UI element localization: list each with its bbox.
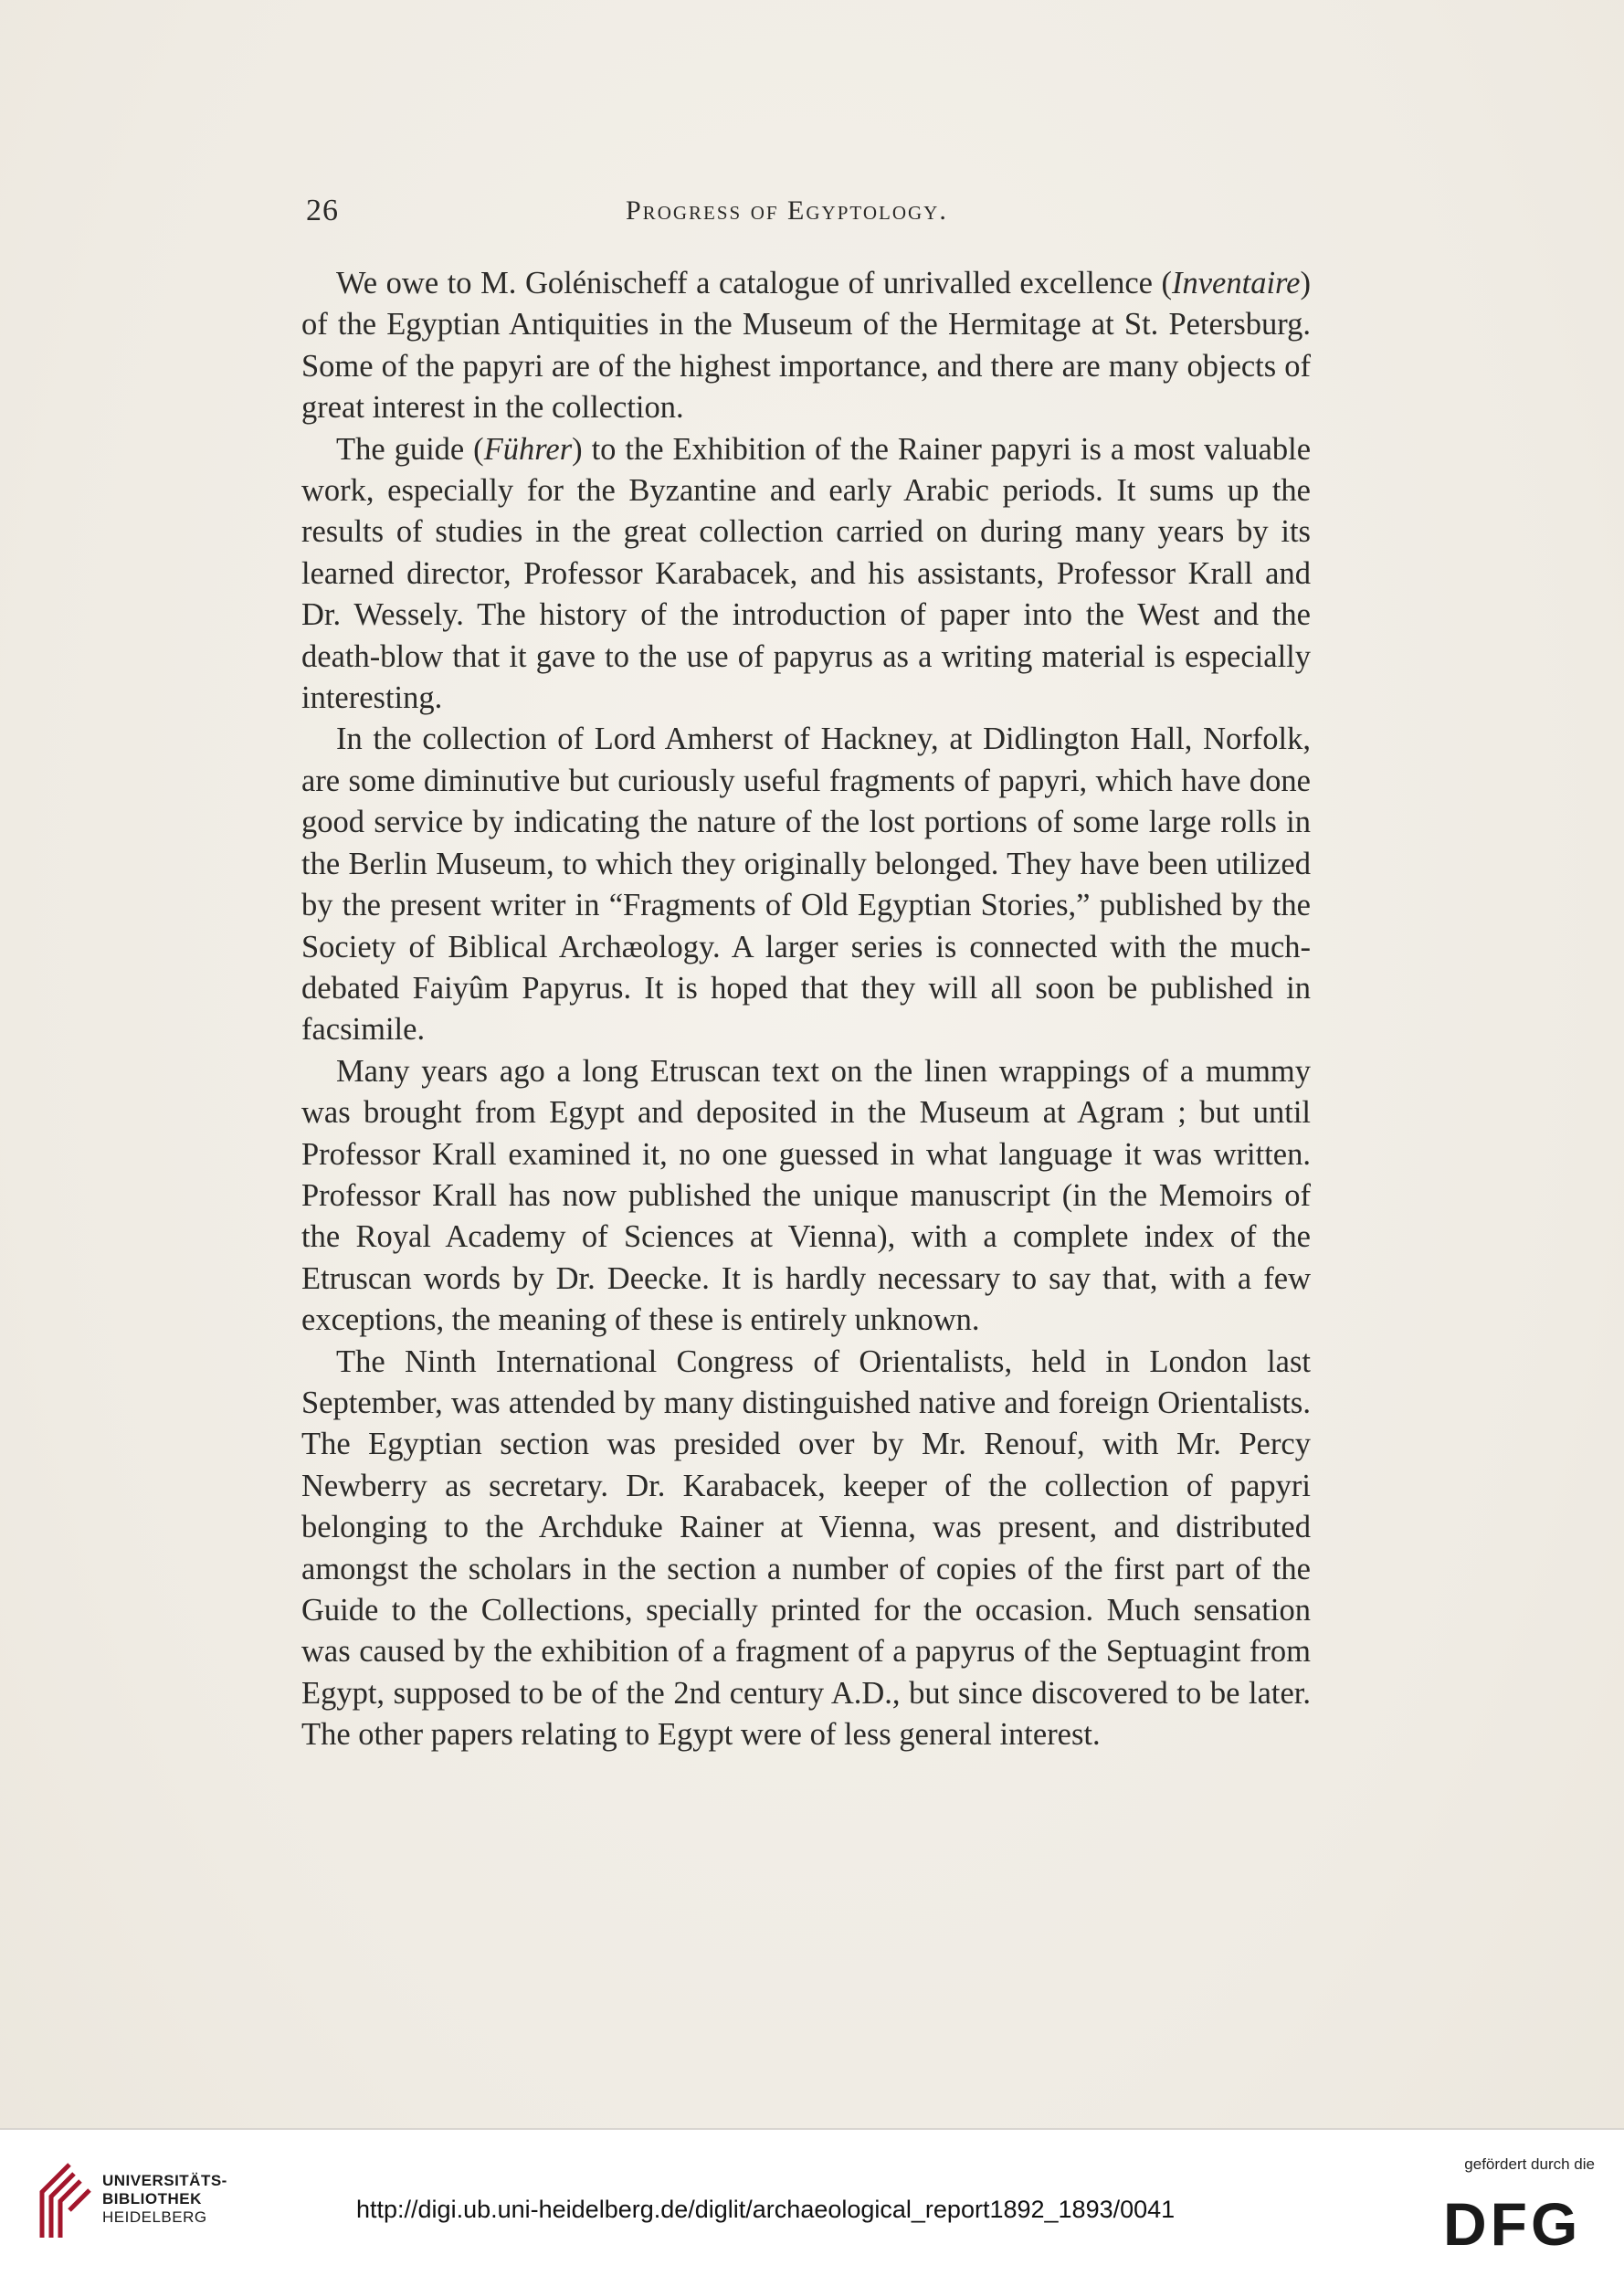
text-run: ) of the Egyptian Antiquities in the Museum of the Hermitage at St. Petersburg. Some of the papyri are of the highest importance, and there are many objects of great interest in the collection. bbox=[301, 266, 1311, 426]
library-name bbox=[102, 2172, 227, 2227]
paragraph-etruscan-text bbox=[301, 1051, 1311, 1342]
funded-by-label: gefördert durch die bbox=[1464, 2155, 1595, 2173]
library-name-line: UNIVERSITÄTS- bbox=[102, 2172, 227, 2189]
page-header bbox=[306, 194, 1311, 239]
paragraph-orientalists-congress bbox=[301, 1342, 1311, 1756]
permalink-url[interactable]: http://digi.ub.uni-heidelberg.de/diglit/archaeological_report1892_1893/0041 bbox=[356, 2196, 1176, 2223]
dfg-logo-icon bbox=[1443, 2194, 1598, 2250]
library-name-line: BIBLIOTHEK bbox=[102, 2190, 202, 2208]
page-number: 26 bbox=[306, 194, 339, 227]
text-run: The guide ( bbox=[336, 431, 484, 467]
paragraph-amherst-collection bbox=[301, 719, 1311, 1050]
paragraph-rainer-guide bbox=[301, 429, 1311, 720]
svg-text:DFG: DFG bbox=[1443, 2194, 1582, 2250]
digitization-footer bbox=[0, 2128, 1624, 2276]
text-run: Many years ago a long Etruscan text on the linen wrappings of a mummy was brought from Egypt and deposited in the Museum at Agram ; but until Professor Krall examined it, no one guessed in what language it was written. Professor Krall has now published the unique manuscript (in the Memoirs of the Royal Academy of Sciences at Vienna), with a complete index of the Etruscan words by Dr. Deecke. It is hardly necessary to say that, with a few exceptions, the meaning of these is entirely unknown. bbox=[301, 1053, 1311, 1338]
text-run: ) to the Exhibition of the Rainer papyri is a most valuable work, especially for the Byzantine and early Arabic periods. It sums up the results of studies in the great collection carried on during many years by its learned director, Professor Karabacek, and his assistants, Professor Krall and Dr. Wessely. The history of the introduction of paper into the West and the death-blow that it gave to the use of papyrus as a writing material is especially interesting. bbox=[301, 431, 1312, 716]
text-run: In the collection of Lord Amherst of Hackney, at Didlington Hall, Norfolk, are some diminutive but curiously useful fragments of papyri, which have done good service by indicating the nature of the lost portions of some large rolls in the Berlin Museum, to which they originally belonged. They have been utilized by the present writer in “Fragments of Old Egyptian Stories,” published by the Society of Biblical Archæology. A larger series is connected with the much-debated Faiyûm Papyrus. It is hoped that they will all soon be published in facsimile. bbox=[301, 722, 1311, 1048]
italic-title-inventaire: Inventaire bbox=[1172, 266, 1301, 300]
running-title: Progress of Egyptology. bbox=[626, 195, 948, 226]
paragraph-hermitage bbox=[301, 263, 1311, 429]
text-run: The Ninth International Congress of Orientalists, held in London last September, was attended by many distinguished native and foreign Orientalists. The Egyptian section was presided over by Mr. Renouf, with Mr. Percy Newberry as secretary. Dr. Karabacek, keeper of the collection of papyri belonging to the Archduke Rainer at Vienna, was present, and distributed amongst the scholars in the section a number of copies of the first part of the Guide to the Collections, specially printed for the occasion. Much sensation was caused by the exhibition of a fragment of a papyrus of the Septuagint from Egypt, supposed to be of the 2nd century A.D., but since discovered to be later. The other papers relating to Egypt were of less general interest. bbox=[301, 1343, 1311, 1753]
text-run: We owe to M. Golénischeff a catalogue of unrivalled excellence ( bbox=[336, 266, 1172, 300]
body-text bbox=[301, 263, 1311, 1756]
italic-title-fuhrer: Führer bbox=[483, 431, 573, 467]
university-library-logo-icon bbox=[33, 2155, 97, 2247]
library-name-line: HEIDELBERG bbox=[102, 2208, 207, 2226]
